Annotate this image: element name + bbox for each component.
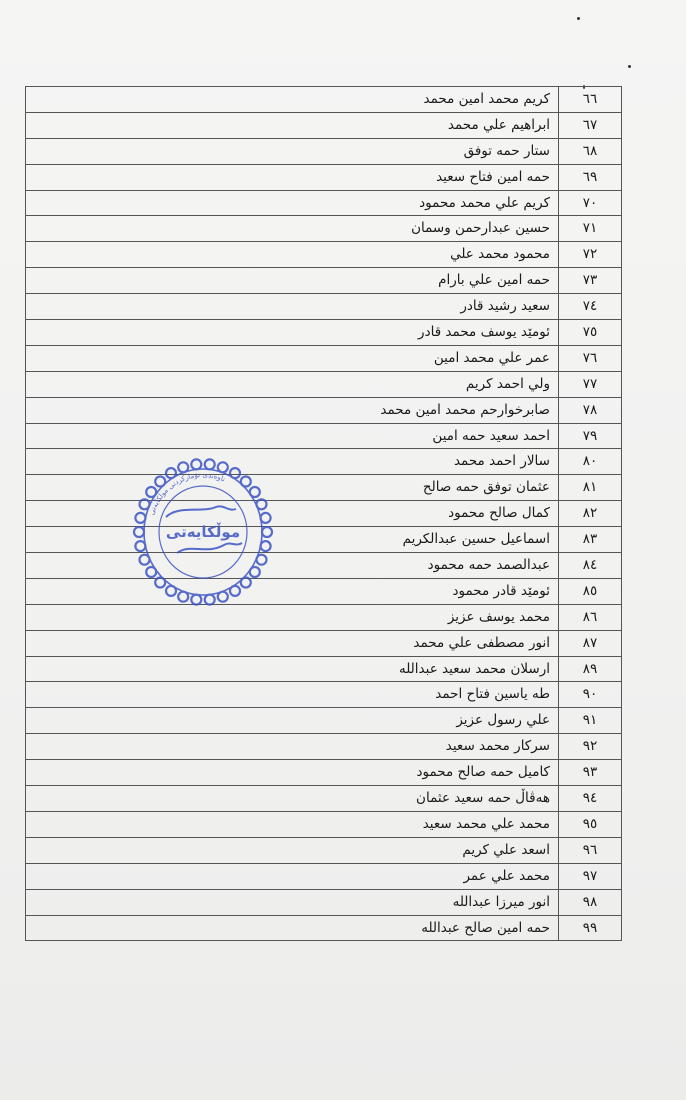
row-number: ٩٩ [582,919,598,936]
table-row [25,708,622,734]
person-name: محمود محمد علي [26,242,559,267]
row-number: ٧٩ [582,427,598,444]
person-name: سعيد رشيد قادر [26,294,559,319]
table-row [25,890,622,916]
table-row [25,527,622,553]
person-name: حمه امين فتاح سعيد [26,165,559,190]
person-name: طه ياسين فتاح احمد [26,682,559,707]
table-row [25,553,622,579]
row-number: ٦٦ [582,91,598,107]
row-number: ٧١ [582,220,598,237]
table-row [25,579,622,605]
table-row [25,682,622,708]
person-name: هەڤاڵ حمه سعيد عثمان [26,786,559,811]
row-number: ٦٧ [582,116,598,133]
table-row [25,139,622,165]
row-number: ٧٧ [582,375,598,392]
table-row [25,320,622,346]
row-number: ٧٤ [582,298,598,315]
row-number: ٨١ [582,479,598,496]
table-row [25,449,622,475]
row-number: ٨٥ [582,582,598,599]
table-row [25,87,622,113]
person-name: انور مصطفى علي محمد [26,631,559,656]
names-table [25,86,622,941]
person-name: كاميل حمه صالح محمود [26,760,559,785]
person-name: عبدالصمد حمه محمود [26,553,559,578]
row-number: ٩٨ [582,893,598,910]
row-number: ٦٨ [582,142,598,159]
table-row [25,838,622,864]
speck-mark [577,17,580,20]
row-number: ٧٣ [582,272,598,289]
row-number: ٨٦ [582,608,598,625]
table-row [25,424,622,450]
person-name: كريم محمد امين محمد [26,87,559,112]
row-number: ٩٥ [582,815,598,832]
row-number: ٨٣ [582,531,598,548]
person-name: ستار حمه توفق [26,139,559,164]
person-name: ابراهيم علي محمد [26,113,559,138]
table-row [25,812,622,838]
person-name: انور ميرزا عبدالله [26,890,559,915]
person-name: محمد علي عمر [26,864,559,889]
person-name: احمد سعيد حمه امين [26,424,559,449]
table-row [25,631,622,657]
row-number: ٩٢ [582,738,598,755]
row-number: ٩١ [582,712,598,729]
person-name: علي رسول عزيز [26,708,559,733]
table-row [25,165,622,191]
official-stamp-icon [132,457,274,607]
table-row [25,268,622,294]
table-row [25,864,622,890]
person-name: ارسلان محمد سعيد عبدالله [26,657,559,682]
person-name: حسين عبدارحمن وسمان [26,216,559,241]
row-number: ٩٠ [582,686,598,703]
row-number: ٧٠ [582,194,598,211]
row-number: ٨٠ [582,453,598,470]
person-name: محمد علي محمد سعيد [26,812,559,837]
person-name: حمه امين علي بارام [26,268,559,293]
person-name: اسماعيل حسين عبدالكريم [26,527,559,552]
row-number: ٨٢ [582,505,598,522]
table-row [25,605,622,631]
person-name: عثمان توفق حمه صالح [26,475,559,500]
person-name: ئومێد يوسف محمد قادر [26,320,559,345]
person-name: اسعد علي كريم [26,838,559,863]
table-row [25,242,622,268]
row-number: ٧٨ [582,401,598,418]
person-name: سركار محمد سعيد [26,734,559,759]
row-number: ٩٦ [582,841,598,858]
person-name: محمد يوسف عزيز [26,605,559,630]
table-row [25,786,622,812]
person-name: صابرخوارحم محمد امين محمد [26,398,559,423]
svg-text:ناوەندی تۆمارکردنی موڵکایەتی: ناوەندی تۆمارکردنی موڵکایەتی [147,470,227,517]
row-number: ٦٩ [582,168,598,185]
row-number: ٧٢ [582,246,598,263]
person-name: حمه امين صالح عبدالله [26,916,559,941]
table-row [25,398,622,424]
stamp-center-text: موڵكايەتی [165,523,241,541]
person-name: سالار احمد محمد [26,449,559,474]
table-row [25,191,622,217]
row-number: ٩٣ [582,764,598,781]
person-name: ئومێد قادر محمود [26,579,559,604]
row-number: ٨٤ [582,557,598,574]
row-number: ٨٩ [582,660,598,677]
table-row [25,657,622,683]
table-row [25,372,622,398]
table-row [25,113,622,139]
row-number: ٩٤ [582,790,598,807]
person-name: كمال صالح محمود [26,501,559,526]
table-row [25,216,622,242]
table-row [25,475,622,501]
table-row [25,734,622,760]
row-number: ٧٦ [582,349,598,366]
table-row [25,760,622,786]
row-number: ٧٥ [582,324,598,341]
table-row [25,346,622,372]
person-name: ولي احمد كريم [26,372,559,397]
table-row [25,501,622,527]
person-name: كريم علي محمد محمود [26,191,559,216]
table-row [25,294,622,320]
person-name: عمر علي محمد امين [26,346,559,371]
table-row [25,916,622,942]
speck-mark [628,65,631,68]
row-number: ٩٧ [582,867,598,884]
row-number: ٨٧ [582,634,598,651]
